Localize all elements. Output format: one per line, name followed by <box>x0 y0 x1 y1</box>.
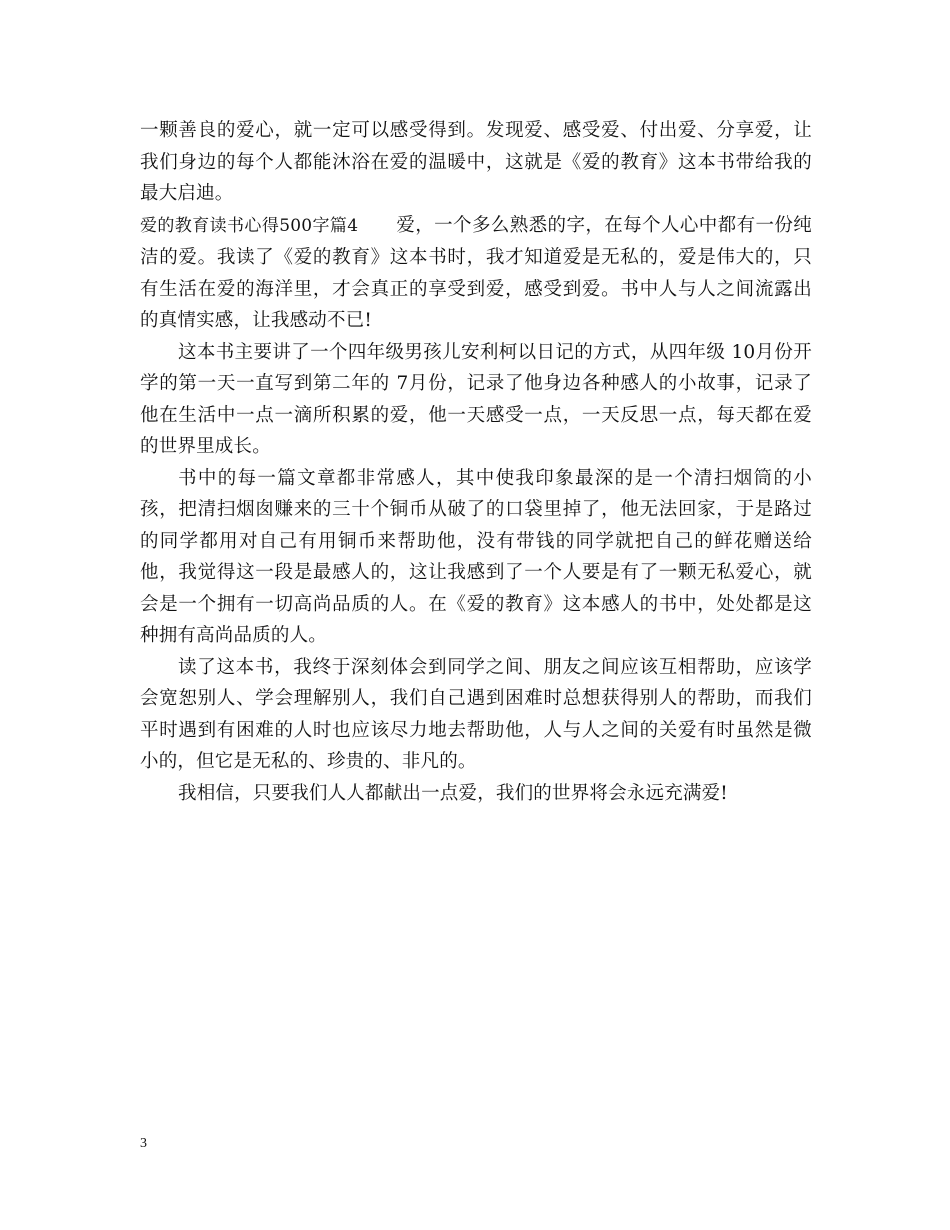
body-paragraph-conclusion: 我相信，只要我们人人都献出一点爱，我们的世界将会永远充满爱! <box>178 782 728 804</box>
document-body <box>140 115 812 809</box>
body-paragraph-reflection: 读了这本书，我终于深刻体会到同学之间、朋友之间应该互相帮助，应该学会宽恕别人、学会理解别人，我们自己遇到困难时总想获得别人的帮助，而我们平时遇到有困难的人时也应该尽力地去帮助他，人与人之间的关爱有时虽然是微小的，但它是无私的、珍贵的、非凡的。 <box>140 656 812 772</box>
section-title-gap <box>358 215 396 236</box>
body-paragraph-story: 书中的每一篇文章都非常感人，其中使我印象最深的是一个清扫烟筒的小孩，把清扫烟囱赚来的三十个铜币从破了的口袋里掉了，他无法回家，于是路过的同学都用对自己有用铜币来帮助他，没有带钱的同学就把自己的鲜花赠送给他，我觉得这一段是最感人的，这让我感到了一个人要是有了一颗无私爱心，就会是一个拥有一切高尚品质的人。在《爱的教育》这本感人的书中，处处都是这种拥有高尚品质的人。 <box>140 467 812 646</box>
continued-paragraph: 一颗善良的爱心，就一定可以感受得到。发现爱、感受爱、付出爱、分享爱，让我们身边的每个人都能沐浴在爱的温暖中，这就是《爱的教育》这本书带给我的最大启迪。 <box>140 120 812 204</box>
section-paragraph <box>140 210 812 337</box>
section-first-text: 爱，一个多么熟悉的字，在每个人心中都有一份纯洁的爱。我读了《爱的教育》这本书时，我才知道爱是无私的，爱是伟大的，只有生活在爱的海洋里，才会真正的享受到爱，感受到爱。书中人与人之间流露出的真情实感，让我感动不已! <box>140 214 812 331</box>
body-paragraph-summary: 这本书主要讲了一个四年级男孩儿安利柯以日记的方式，从四年级 10月份开学的第一天一直写到第二年的 7月份，记录了他身边各种感人的小故事，记录了他在生活中一点一滴所积累的爱，他一天感受一点，一天反思一点，每天都在爱的世界里成长。 <box>140 341 812 457</box>
page-number: 3 <box>140 1136 147 1151</box>
section-title: 爱的教育读书心得500字篇4 <box>140 215 359 236</box>
